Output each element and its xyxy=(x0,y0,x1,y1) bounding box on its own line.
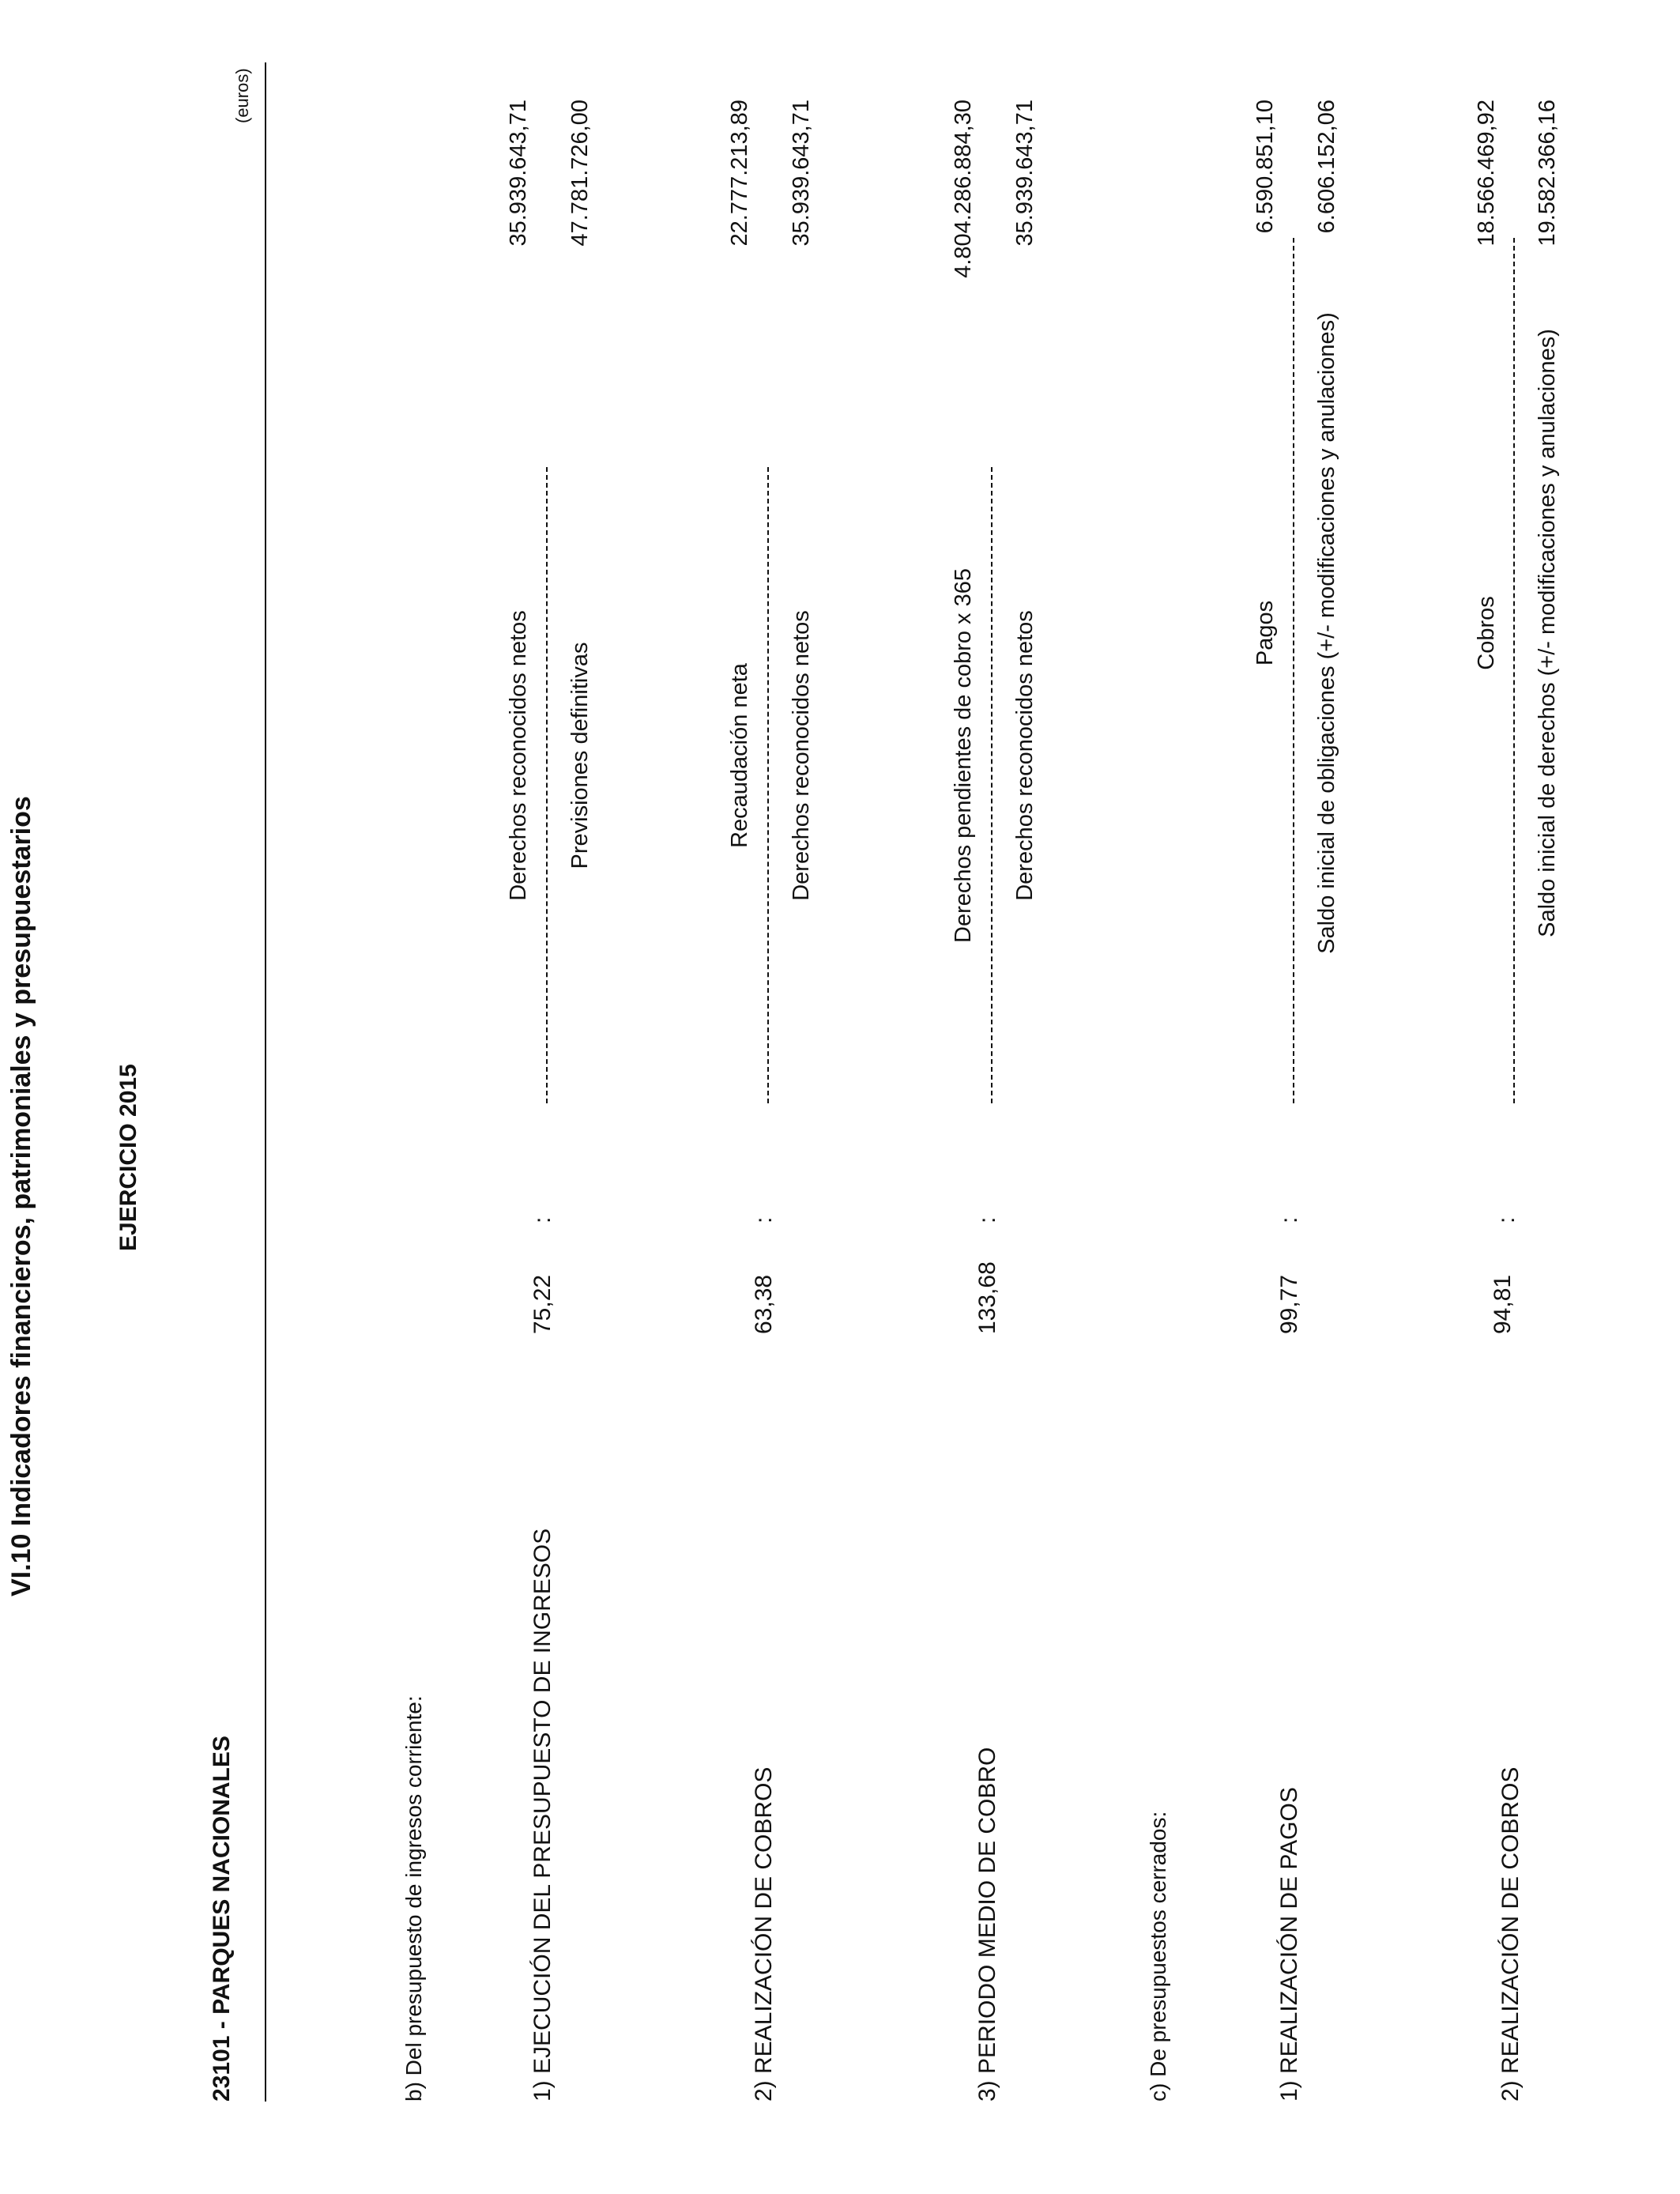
indicator-b3-denominator: Derechos reconocidos netos xyxy=(1012,610,1038,901)
entity-name: 23101 - PARQUES NACIONALES xyxy=(209,1736,235,2102)
indicator-c2-fraction-line xyxy=(1513,238,1515,1103)
indicator-c1-colon: : xyxy=(1276,1216,1302,1223)
indicator-b3-denominator-amount: 35.939.643,71 xyxy=(1012,100,1038,247)
indicator-b2-value: 63,38 xyxy=(751,1274,777,1334)
ejercicio-label: EJERCICIO 2015 xyxy=(115,1064,141,1251)
indicator-c2-denominator: Saldo inicial de derechos (+/- modificaciones y anulaciones) xyxy=(1535,329,1560,937)
unit-label: (euros) xyxy=(232,68,252,123)
section-b-label: b) Del presupuesto de ingresos corriente: xyxy=(401,1695,426,2102)
indicator-c2-colon: : xyxy=(1494,1216,1520,1223)
indicator-c1-fraction-line xyxy=(1293,238,1294,1103)
indicator-b3-colon: : xyxy=(974,1216,1000,1223)
indicator-b2-denominator: Derechos reconocidos netos xyxy=(789,610,814,901)
indicator-b1-numerator-amount: 35.939.643,71 xyxy=(506,100,531,247)
section-c-label: c) De presupuestos cerrados: xyxy=(1146,1811,1170,2102)
indicator-c2-name: 2) REALIZACIÓN DE COBROS xyxy=(1497,1766,1524,2102)
indicator-c1-value: 99,77 xyxy=(1276,1274,1302,1334)
indicator-b3-fraction-line xyxy=(991,467,993,1103)
indicator-c2-numerator-amount: 18.566.469,92 xyxy=(1474,100,1499,247)
indicator-c1-denominator-amount: 6.606.152,06 xyxy=(1314,100,1339,234)
indicator-b1-fraction-line xyxy=(546,467,548,1103)
indicator-c2-numerator: Cobros xyxy=(1474,596,1499,670)
indicator-b2-fraction-line xyxy=(767,467,769,1103)
indicator-c1-name: 1) REALIZACIÓN DE PAGOS xyxy=(1276,1787,1302,2102)
indicator-b1-value: 75,22 xyxy=(529,1274,556,1334)
indicator-c1-numerator: Pagos xyxy=(1252,600,1278,666)
page-title: VI.10 Indicadores financieros, patrimoniales y presupuestarios xyxy=(6,796,36,1596)
indicator-c2-value: 94,81 xyxy=(1490,1274,1516,1334)
indicator-b2-name: 2) REALIZACIÓN DE COBROS xyxy=(751,1766,777,2102)
header-rule xyxy=(265,62,266,2102)
indicator-b3-value: 133,68 xyxy=(974,1261,1000,1334)
indicator-b1-denominator-amount: 47.781.726,00 xyxy=(567,100,593,247)
indicator-c1-numerator-amount: 6.590.851,10 xyxy=(1252,100,1278,234)
indicator-b1-numerator: Derechos reconocidos netos xyxy=(506,610,531,901)
indicator-b3-name: 3) PERIODO MEDIO DE COBRO xyxy=(974,1747,1000,2102)
indicator-b2-colon: : xyxy=(751,1216,777,1223)
indicator-b1-name: 1) EJECUCIÓN DEL PRESUPUESTO DE INGRESOS xyxy=(529,1528,556,2102)
indicator-b3-numerator: Derechos pendientes de cobro x 365 xyxy=(951,568,976,943)
indicator-c2-denominator-amount: 19.582.366,16 xyxy=(1535,100,1560,247)
indicator-b1-colon: : xyxy=(529,1216,556,1223)
indicator-b2-denominator-amount: 35.939.643,71 xyxy=(789,100,814,247)
indicator-c1-denominator: Saldo inicial de obligaciones (+/- modificaciones y anulaciones) xyxy=(1314,312,1339,954)
indicator-b3-numerator-amount: 4.804.286.884,30 xyxy=(951,100,976,278)
indicator-b1-denominator: Previsiones definitivas xyxy=(567,642,593,869)
indicator-b2-numerator-amount: 22.777.213,89 xyxy=(727,100,752,247)
indicator-b2-numerator: Recaudación neta xyxy=(727,663,752,848)
